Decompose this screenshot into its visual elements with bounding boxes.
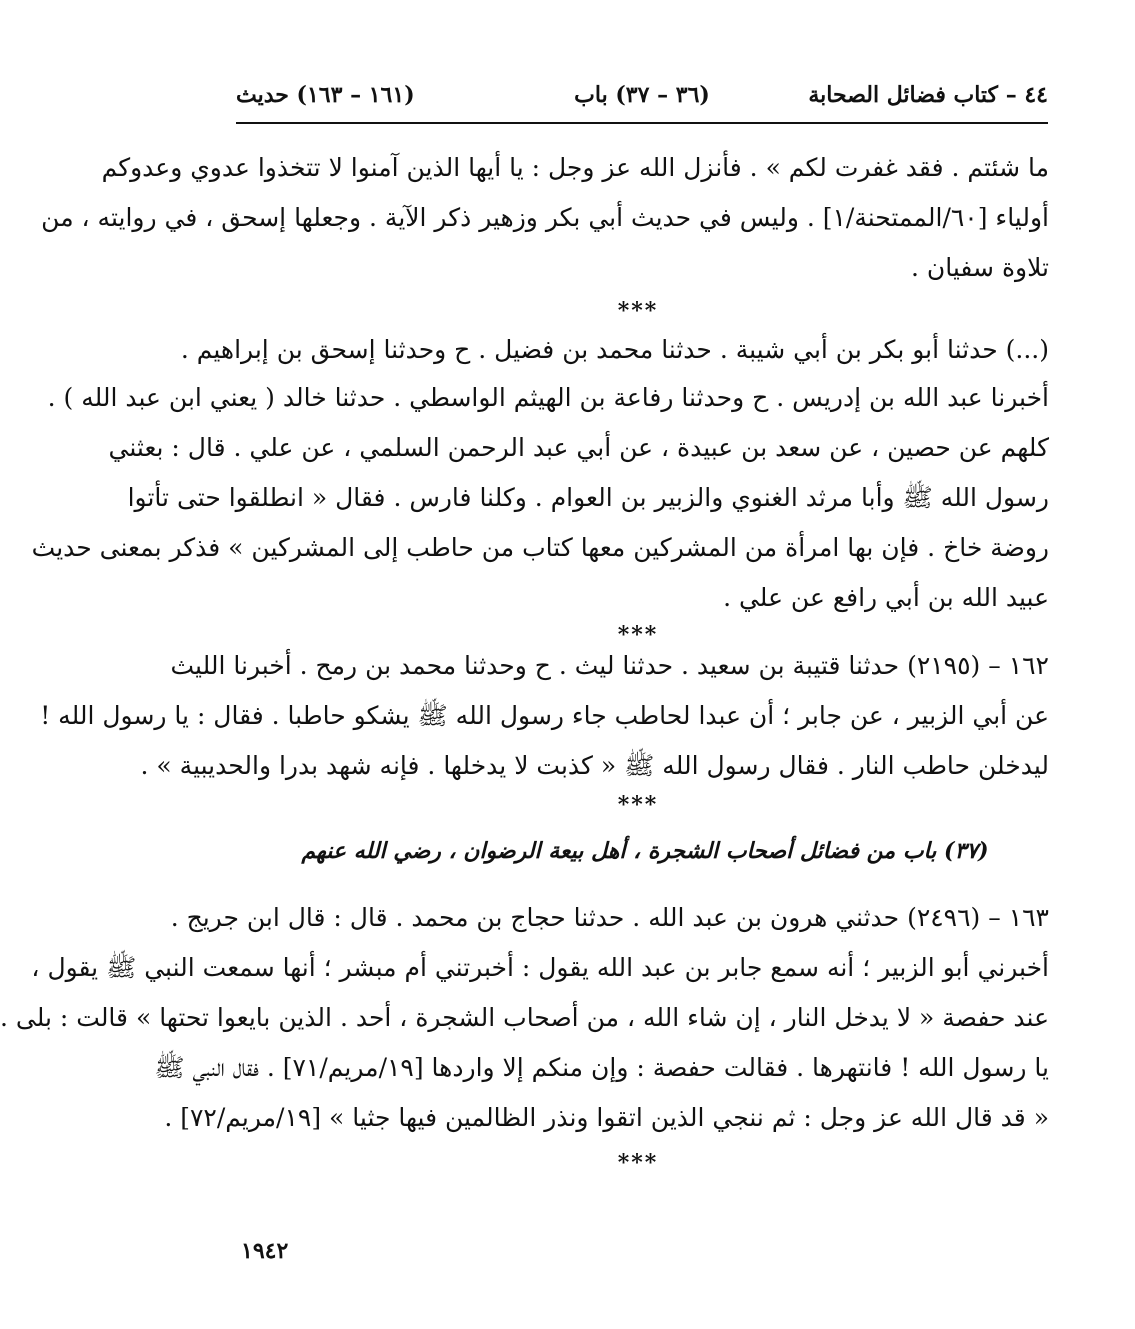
section-separator: *** (617, 622, 659, 648)
text-line: ما شئتم . فقد غفرت لكم » . فأنزل الله عز وجل : يا أيها الذين آمنوا لا تتخذوا عدوي وعدوكم (101, 153, 1049, 182)
hadith-162-line: ليدخلن حاطب النار . فقال رسول الله ﷺ « كذبت لا يدخلها . فإنه شهد بدرا والحديبية » . (140, 751, 1049, 780)
text-line: أخبرنا عبد الله بن إدريس . ح وحدثنا رفاعة بن الهيثم الواسطي . حدثنا خالد ( يعني ابن عبد الله ) . (47, 383, 1049, 412)
header-book-title: ٤٤ – كتاب فضائل الصحابة (808, 82, 1048, 108)
hadith-163-line: أخبرني أبو الزبير ؛ أنه سمع جابر بن عبد الله يقول : أخبرتني أم مبشر ؛ أنها سمعت النبي ﷺ يقول ، (31, 953, 1049, 982)
header-chapter-range: (٣٦ – ٣٧) باب (574, 82, 710, 108)
section-separator: *** (617, 298, 659, 324)
page-number: ١٩٤٢ (241, 1238, 289, 1264)
text-line: (...) حدثنا أبو بكر بن أبي شيبة . حدثنا محمد بن فضيل . ح وحدثنا إسحق بن إبراهيم . (180, 335, 1049, 364)
text-line: عبيد الله بن أبي رافع عن علي . (723, 583, 1049, 612)
hadith-162-line: ١٦٢ – (٢١٩٥) حدثنا قتيبة بن سعيد . حدثنا ليث . ح وحدثنا محمد بن رمح . أخبرنا الليث (170, 651, 1049, 680)
hadith-162-line: عن أبي الزبير ، عن جابر ؛ أن عبدا لحاطب جاء رسول الله ﷺ يشكو حاطبا . فقال : يا رسول الله ! (40, 701, 1049, 730)
header-divider (236, 122, 1048, 124)
hadith-163-line: عند حفصة « لا يدخل النار ، إن شاء الله ، من أصحاب الشجرة ، أحد . الذين بايعوا تحتها » قالت : بلى . (0, 1003, 1049, 1032)
text-line: رسول الله ﷺ وأبا مرثد الغنوي والزبير بن العوام . وكلنا فارس . فقال « انطلقوا حتى تأتوا (127, 483, 1049, 512)
hadith-163-line: « قد قال الله عز وجل : ثم ننجي الذين اتقوا ونذر الظالمين فيها جثيا » [١٩/مريم/٧٢] . (164, 1103, 1049, 1132)
text-line: كلهم عن حصين ، عن سعد بن عبيدة ، عن أبي عبد الرحمن السلمي ، عن علي . قال : بعثني (108, 433, 1049, 462)
running-header (236, 76, 1048, 120)
hadith-163-line: يا رسول الله ! فانتهرها . فقالت حفصة : وإن منكم إلا واردها [١٩/مريم/٧١] . فقال النبي ﷺ (154, 1053, 1049, 1082)
text-line: أولياء [٦٠/الممتحنة/١] . وليس في حديث أبي بكر وزهير ذكر الآية . وجعلها إسحق ، في روايته ، من (41, 203, 1049, 232)
section-separator: *** (617, 792, 659, 818)
header-hadith-range: (١٦١ – ١٦٣) حديث (236, 82, 415, 108)
text-line: روضة خاخ . فإن بها امرأة من المشركين معها كتاب من حاطب إلى المشركين » فذكر بمعنى حديث (31, 533, 1049, 562)
hadith-163-line: ١٦٣ – (٢٤٩٦) حدثني هرون بن عبد الله . حدثنا حجاج بن محمد . قال : قال ابن جريج . (170, 903, 1049, 932)
section-separator: *** (617, 1150, 659, 1176)
chapter-title: (٣٧) باب من فضائل أصحاب الشجرة ، أهل بيعة الرضوان ، رضي الله عنهم (301, 838, 989, 864)
text-line: تلاوة سفيان . (910, 253, 1049, 282)
